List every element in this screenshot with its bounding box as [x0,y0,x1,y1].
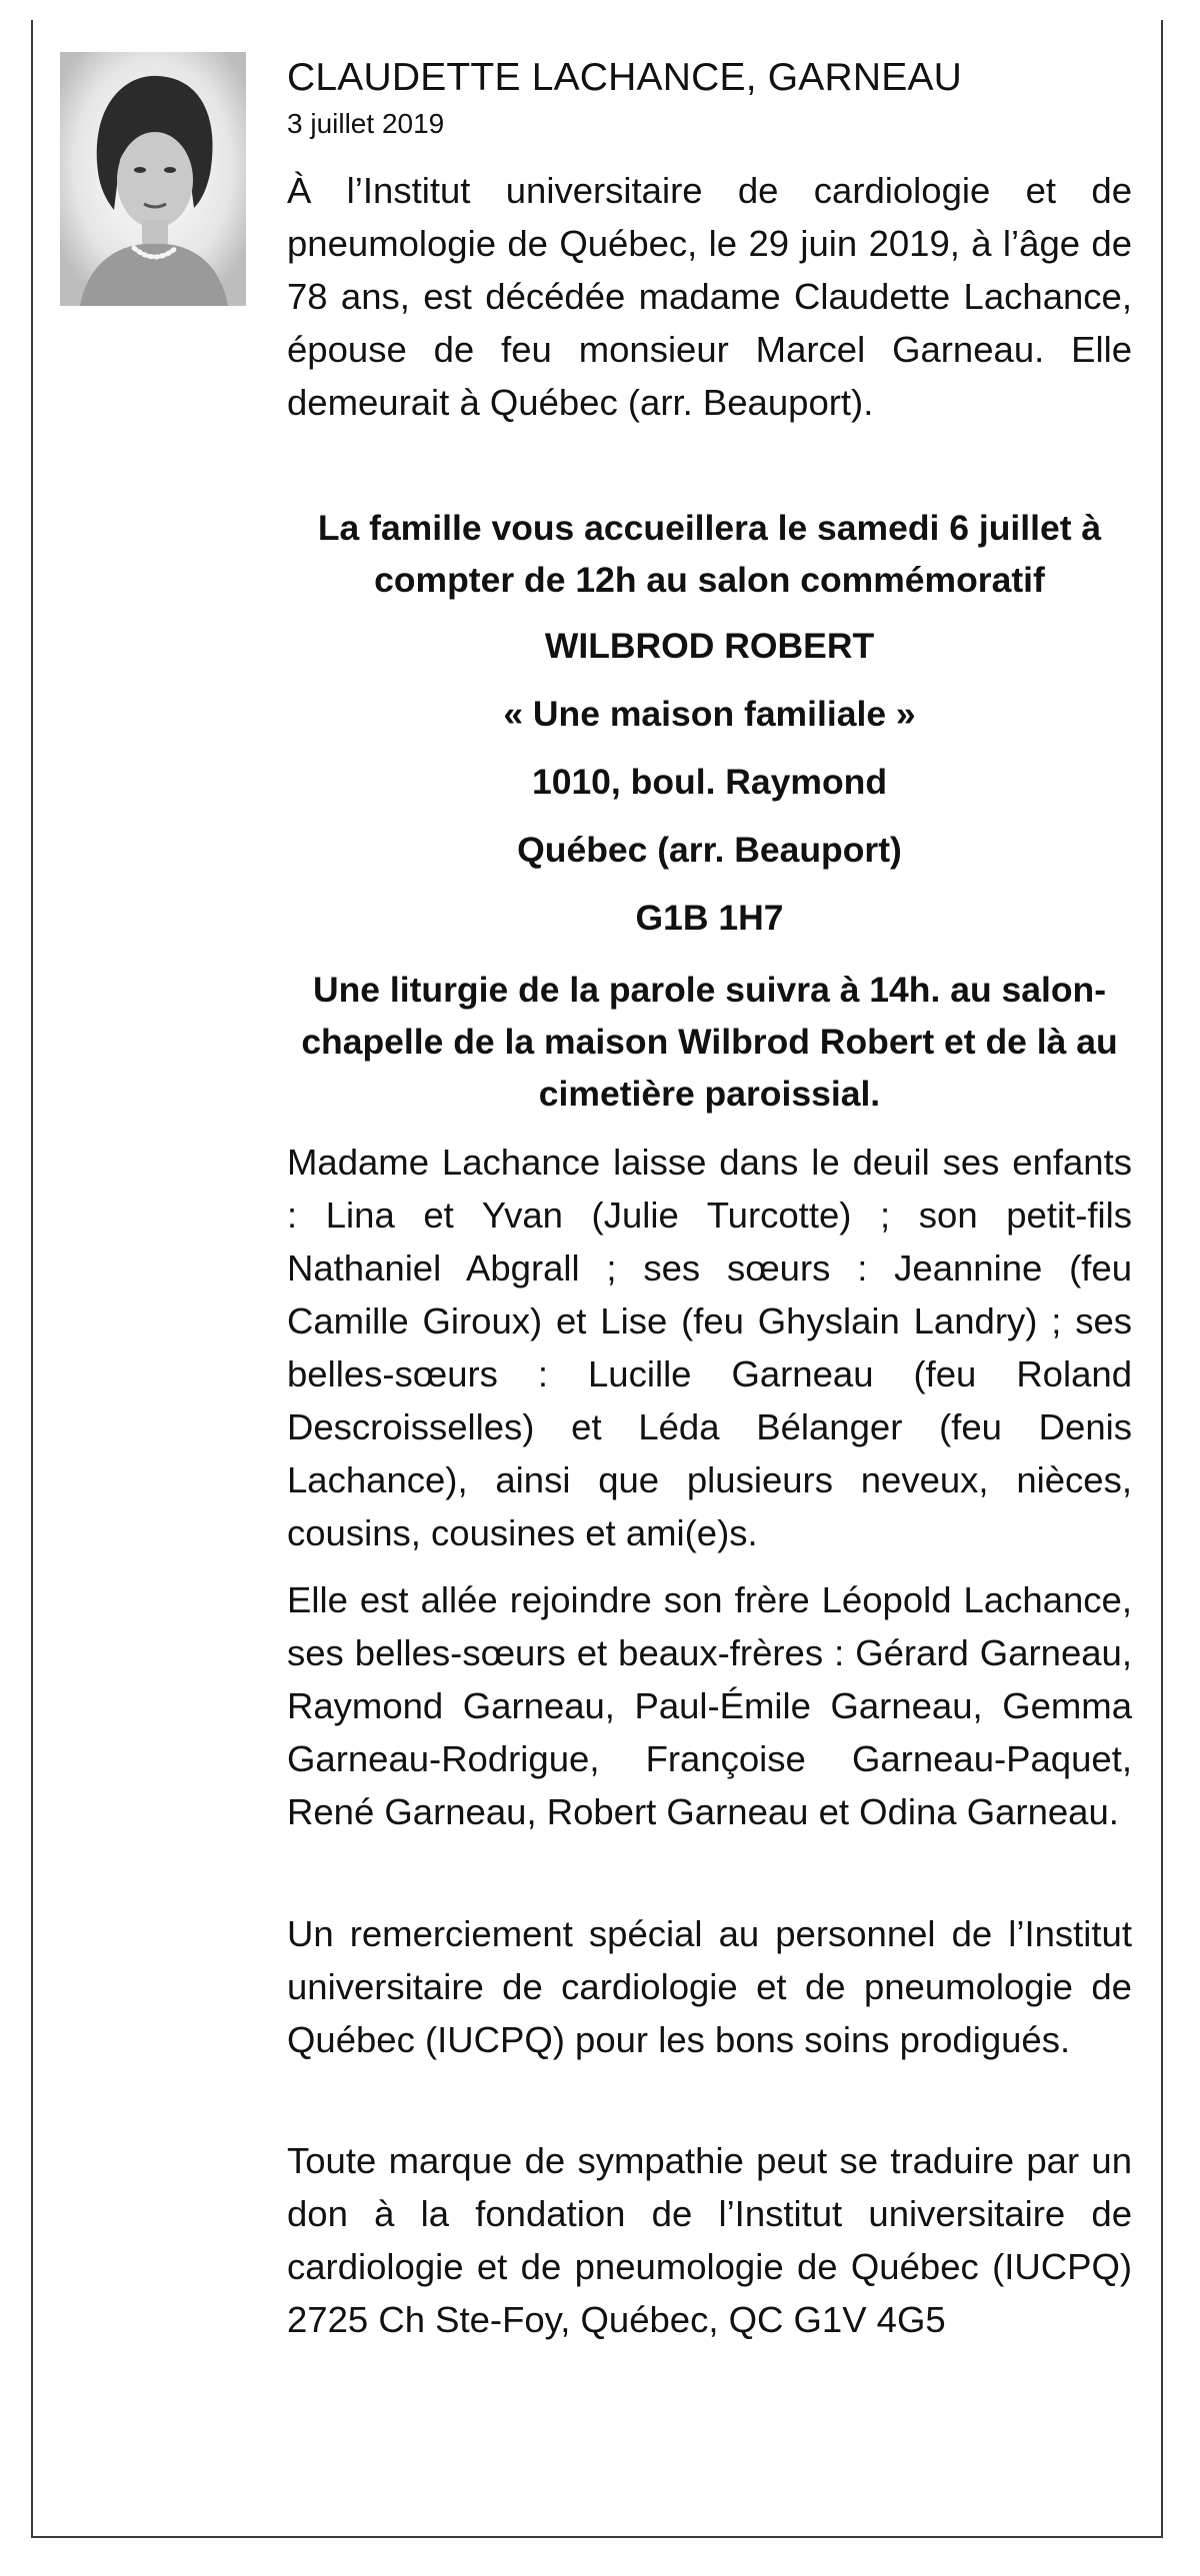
address-city: Québec (arr. Beauport) [517,830,902,870]
portrait-icon [60,52,246,306]
address-postal-code: G1B 1H7 [635,898,784,938]
donation-paragraph: Toute marque de sympathie peut se traduire par un don à la fondation de l’Institut universitaire de cardiologie et de pneumologie de Québec (IUCPQ) 2725 Ch Ste-Foy, Québec, QC G1V 4G5 [287,2140,1132,2340]
thanks-paragraph: Un remerciement spécial au personnel de l’Institut universitaire de cardiologie et de pneumologie de Québec (IUCPQ) pour les bons soins prodigués. [287,1913,1132,2060]
funeral-home-tagline: « Une maison familiale » [503,694,916,734]
publication-date: 3 juillet 2019 [287,108,445,139]
predeceased-paragraph: Elle est allée rejoindre son frère Léopold Lachance, ses belles-sœurs et beaux-frères : Gérard Garneau, Raymond Garneau, Paul-Émile Garneau, Gemma Garneau-Rodrigue, Françoise Garneau-Paquet, René Garneau, Robert Garneau et Odina Garneau. [287,1579,1132,1832]
address-street: 1010, boul. Raymond [531,762,888,802]
intro-paragraph: À l’Institut universitaire de cardiologie et de pneumologie de Québec, le 29 juin 2019, à l’âge de 78 ans, est décédée madame Claudette Lachance, épouse de feu monsieur Marcel Garneau. Elle demeurait à Québec (arr. Beauport). [287,170,1132,423]
portrait-photo [60,52,246,306]
visitation-text: La famille vous accueillera le samedi 6 juillet à compter de 12h au salon commémoratif [317,508,1102,600]
funeral-home-name: WILBROD ROBERT [544,626,875,666]
deceased-name: CLAUDETTE LACHANCE, GARNEAU [287,56,963,99]
liturgy-text: Une liturgie de la parole suivra à 14h. au salon-chapelle de la maison Wilbrod Robert et de là au cimetière paroissial. [301,970,1118,1114]
survivors-paragraph: Madame Lachance laisse dans le deuil ses enfants : Lina et Yvan (Julie Turcotte) ; son petit-fils Nathaniel Abgrall ; ses sœurs : Jeannine (feu Camille Giroux) et Lise (feu Ghyslain Landry) ; ses belles-sœurs : Lucille Garneau (feu Roland Descroisselles) et Léda Bélanger (feu Denis Lachance), ainsi que plusieurs neveux, nièces, cousins, cousines et ami(e)s. [287,1142,1132,1553]
